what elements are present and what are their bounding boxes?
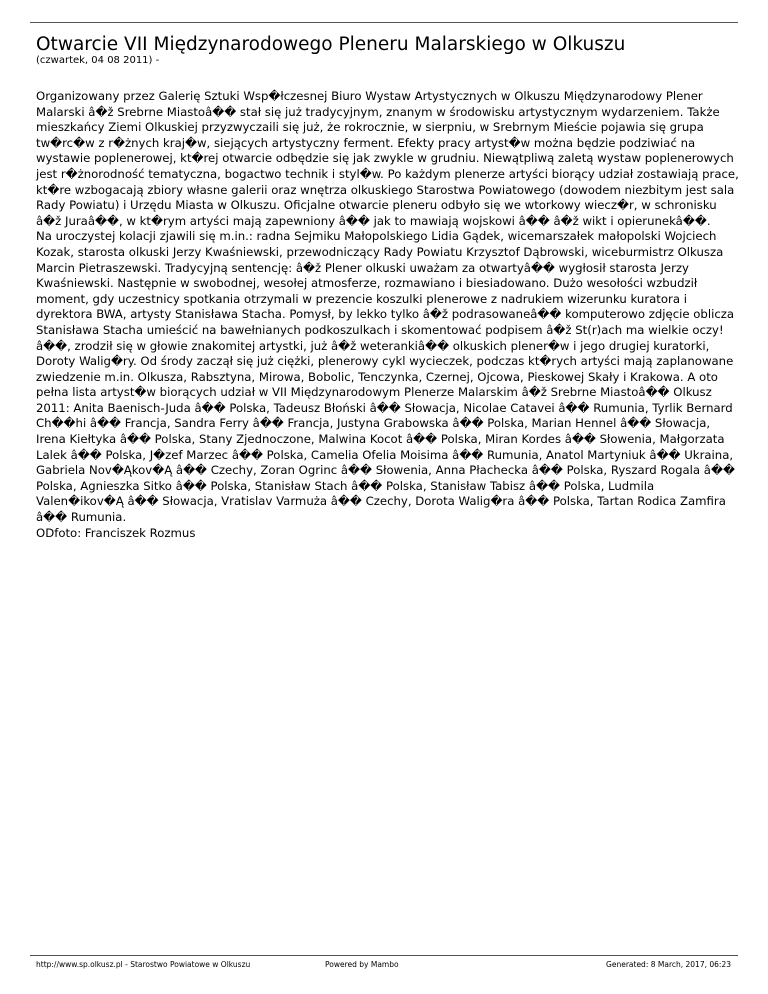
article-paragraph: Organizowany przez Galerię Sztuki Wsp�łczesnej Biuro Wystaw Artystycznych w Olkuszu Międzynarodowy Plener Malarski â�ž Srebrne Miastoâ�� stał się już tradycyjnym, znanym w środowisku artystycznym wydarzeniem. Także mieszkańcy Ziemi Olkuskiej przyzwyczaili się już, że rokrocznie, w sierpniu, w Srebrnym Mieście pojawia się grupa tw�rc�w z r�żnych kraj�w, siejących artystyczny ferment. Efekty pracy artyst�w można będzie podziwiać na wystawie poplenerowej, kt�rej otwarcie odbędzie się jak zwykle w grudniu. Niewątpliwą zaletą wystaw poplenerowych jest r�żnorodność tematyczna, bogactwo technik i styl�w. Po każdym plenerze artyści biorący udział zostawiają prace, kt�re wzbogacają zbiory własne galerii oraz wnętrza olkuskiego Starostwa Powiatowego (dowodem niezbitym jest sala Rady Powiatu) i Urzędu Miasta w Olkuszu. Oficjalne otwarcie pleneru odbyło się we wtorkowy wiecz�r, w schronisku â�ž Juraâ��, w kt�rym artyści mają zapewniony â�� jak to mawiają wojskowi â�� â�ž wikt i opierunekâ��. [36, 89, 739, 228]
photo-credit: ODfoto: Franciszek Rozmus [36, 525, 196, 540]
footer-source-url: http://www.sp.olkusz.pl - Starostwo Powiatowe w Olkuszu [36, 960, 251, 969]
article-paragraph: Na uroczystej kolacji zjawili się m.in.: radna Sejmiku Małopolskiego Lidia Gądek, wicemarszałek małopolski Wojciech Kozak, starosta olkuski Jerzy Kwaśniewski, przewodniczący Rady Powiatu Krzysztof Dąbrowski, wiceburmistrz Olkusza Marcin Pietraszewski. Tradycyjną sentencję: â�ž Plener olkuski uważam za otwartyâ�� wygłosił starosta Jerzy Kwaśniewski. Następnie w swobodnej, wesołej atmosferze, rozmawiano i biesiadowano. Dużo wesołości wzbudził moment, gdy uczestnicy spotkania otrzymali w prezencie koszulki plenerowe z nadrukiem wizerunku kuratora i dyrektora BWA, artysty Stanisława Stacha. Pomysł, by lekko tylko â�ž podrasowaneâ�� komputerowo zdjęcie oblicza Stanisława Stacha umieścić na bawełnianych podkoszulkach i skomentować podpisem â�ž St(r)ach ma wielkie oczy!â��, zrodził się w głowie znakomitej artystki, już â�ž weterankiâ�� olkuskich plener�w i jego drugiej kuratorki, Doroty Walig�ry. Od środy zaczął się już ciężki, plenerowy cykl wycieczek, podczas kt�rych artyści mają zaplanowane zwiedzenie m.in. Olkusza, Rabsztyna, Mirowa, Bobolic, Tenczynka, Czernej, Ojcowa, Pieskowej Skały i Krakowa. A oto pełna lista artyst�w biorących udział w VII Międzynarodowym Plenerze Malarskim â�ž Srebrne Miastoâ�� Olkusz 2011: Anita Baenisch-Juda â�� Polska, Tadeusz Błoński â�� Słowacja, Nicolae Catavei â�� Rumunia, Tyrlik Bernard Ch��hi â�� Francja, Sandra Ferry â�� Francja, Justyna Grabowska â�� Polska, Marian Hennel â�� Słowacja, Irena Kiełtyka â�� Polska, Stany Zjednoczone, Malwina Kocot â�� Polska, Miran Kordes â�� Słowenia, Małgorzata Lalek â�� Polska, J�zef Marzec â�� Polska, Camelia Ofelia Moisima â�� Rumunia, Anatol Martyniuk â�� Ukraina, Gabriela Nov�Ąkov�Ą â�� Czechy, Zoran Ogrinc â�� Słowenia, Anna Płachecka â�� Polska, Ryszard Rogala â�� Polska, Agnieszka Sitko â�� Polska, Stanisław Stach â�� Polska, Stanisław Tabisz â�� Polska, Ludmila Valen�ikov�Ą â�� Słowacja, Vratislav Varmuża â�� Czechy, Dorota Walig�ra â�� Polska, Tartan Rodica Zamfira â�� Rumunia. [36, 229, 735, 525]
article-date: (czwartek, 04 08 2011) - [36, 55, 160, 66]
footer-divider [30, 955, 738, 956]
article-body [36, 89, 742, 541]
footer-generated-date: Generated: 8 March, 2017, 06:23 [606, 960, 731, 969]
article-title: Otwarcie VII Międzynarodowego Pleneru Malarskiego w Olkuszu [36, 34, 626, 55]
footer-powered-by: Powered by Mambo [325, 960, 399, 969]
header-divider [30, 22, 738, 23]
